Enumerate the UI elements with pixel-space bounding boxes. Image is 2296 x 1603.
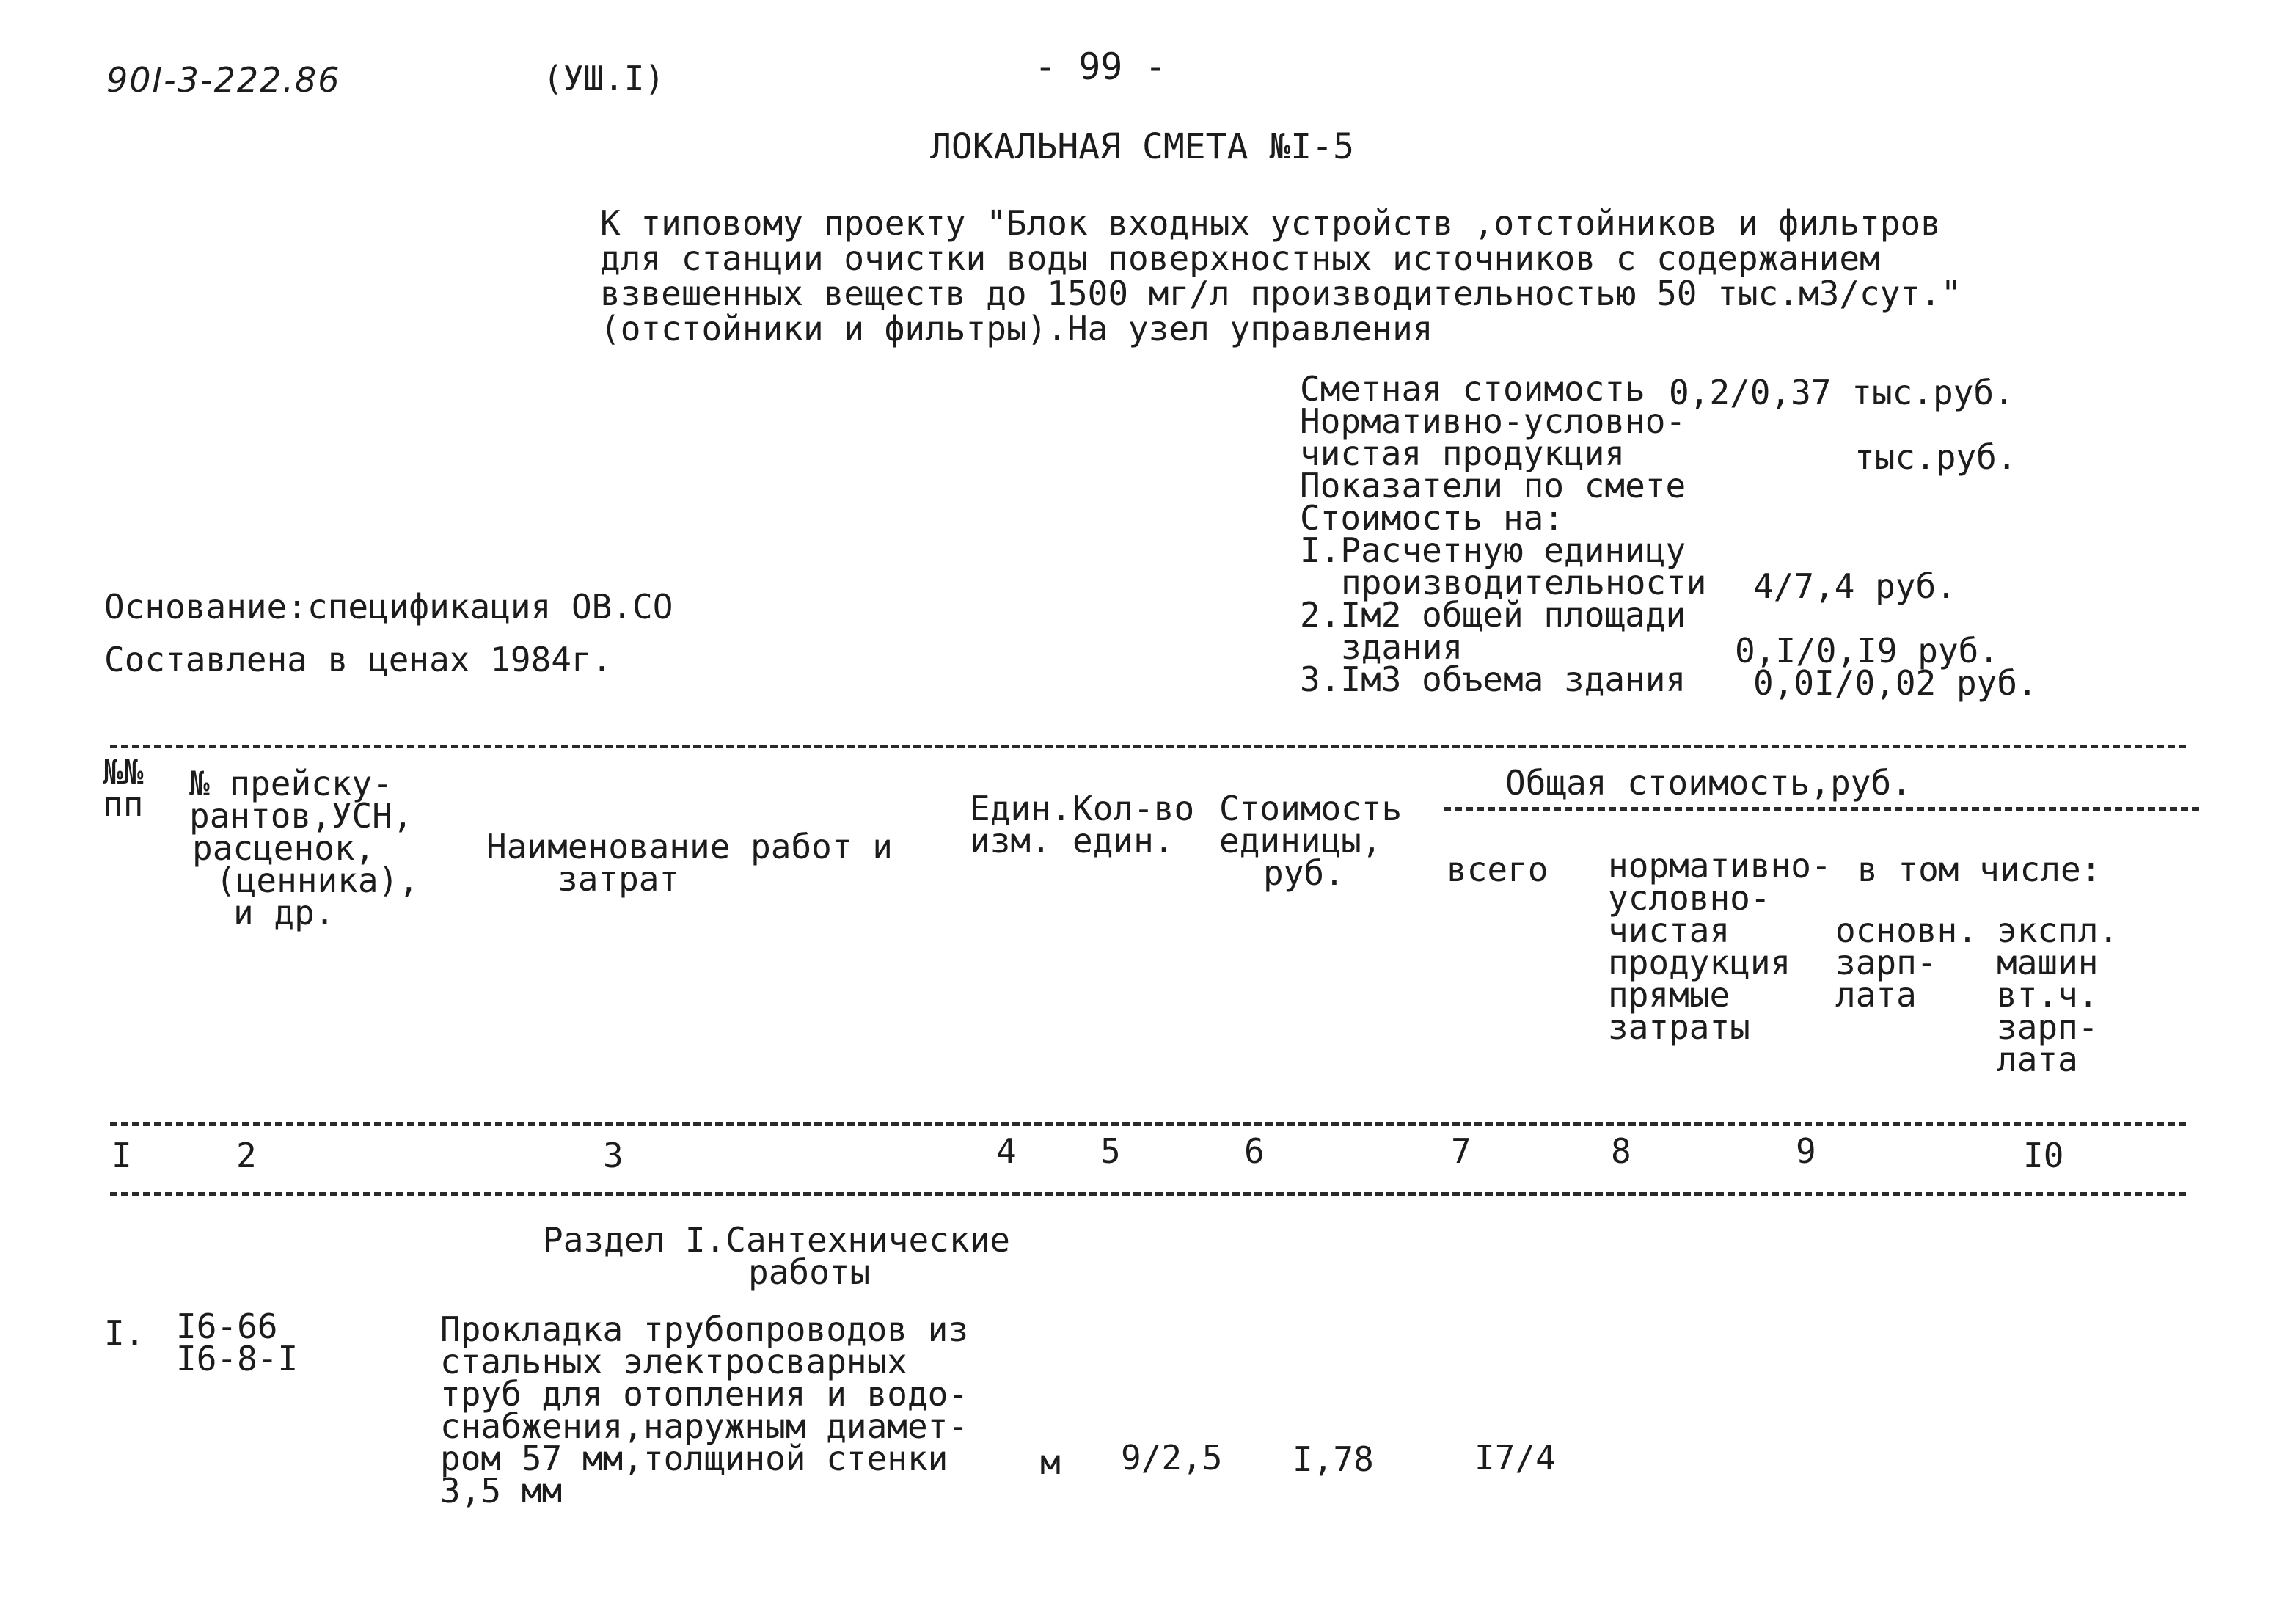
item2-label: 2.Iм2 общей площади xyxy=(1300,595,1686,635)
item3-label: 3.Iм3 объема здания xyxy=(1300,660,1686,699)
header-text: пп xyxy=(103,784,144,824)
header-col-quantity xyxy=(1072,789,1195,861)
header-text: зарп- xyxy=(1835,943,1937,982)
header-text: Наименование работ и xyxy=(486,827,893,866)
basis-line: Основание:спецификация ОВ.СО xyxy=(104,587,673,627)
row-name-line: труб для отопления и водо- xyxy=(440,1374,969,1414)
column-number: I0 xyxy=(2023,1136,2064,1175)
header-bottom-rule xyxy=(110,1122,2186,1126)
header-col-normative xyxy=(1608,846,1832,1047)
section-title-line: работы xyxy=(748,1252,871,1292)
header-col-salary xyxy=(1835,910,1978,1015)
row-name-line: Прокладка трубопроводов из xyxy=(440,1310,969,1349)
row-unit-cost: I,78 xyxy=(1293,1439,1374,1479)
item1-value: 4/7,4 руб. xyxy=(1753,566,1956,606)
project-description-line: взвешенных веществ до 1500 мг/л производительностью 50 тыс.м3/сут." xyxy=(600,274,1962,313)
header-text: (ценника), xyxy=(216,861,419,900)
header-text: руб. xyxy=(1263,853,1345,893)
row-code-line: I6-66 xyxy=(176,1307,278,1346)
item3-value: 0,0I/0,02 руб. xyxy=(1753,663,2038,703)
header-text: лата xyxy=(1835,975,1917,1015)
header-col-total: всего xyxy=(1447,850,1549,889)
header-text: един. xyxy=(1072,821,1174,861)
project-description-line: (отстойники и фильтры).На узел управления xyxy=(600,309,1433,348)
document-code: 90I-3-222.86 xyxy=(106,60,341,100)
column-number: 5 xyxy=(1100,1131,1121,1171)
row-code-line: I6-8-I xyxy=(176,1339,299,1379)
row-name xyxy=(440,1310,969,1511)
header-text: зарп- xyxy=(1997,1007,2099,1047)
header-text: продукция xyxy=(1608,943,1791,982)
prices-line: Составлена в ценах 1984г. xyxy=(104,640,613,679)
header-text: затрат xyxy=(557,859,680,899)
column-number: 2 xyxy=(236,1136,257,1175)
header-col-number xyxy=(103,752,144,824)
header-text: лата xyxy=(1997,1040,2078,1079)
header-col-pricelist xyxy=(189,764,419,932)
normative-label: чистая продукция xyxy=(1300,434,1626,473)
header-text: Стоимость xyxy=(1219,789,1403,828)
item1-label: I.Расчетную единицу xyxy=(1300,530,1686,570)
item1-label: производительности xyxy=(1341,563,1707,602)
header-text: рантов,УСН, xyxy=(189,796,413,836)
header-text: №№ xyxy=(103,752,144,792)
total-group-rule xyxy=(1444,807,2199,811)
header-text: изм. xyxy=(970,821,1051,861)
header-text: вт.ч. xyxy=(1997,975,2099,1015)
project-description-line: для станции очистки воды поверхностных источников с содержанием xyxy=(600,238,1880,278)
header-col-unit xyxy=(970,789,1072,861)
column-numbers-rule xyxy=(110,1192,2186,1196)
header-text: затраты xyxy=(1608,1007,1750,1047)
estimated-cost-label: Сметная стоимость xyxy=(1300,369,1645,409)
header-text: основн. xyxy=(1835,910,1978,950)
row-name-line: 3,5 мм xyxy=(440,1471,563,1511)
normative-unit: тыс.руб. xyxy=(1854,437,2017,477)
project-description xyxy=(600,205,1962,346)
section-title xyxy=(543,1220,1010,1292)
normative-label: Нормативно-условно- xyxy=(1300,401,1686,441)
item2-value: 0,I/0,I9 руб. xyxy=(1735,631,2000,671)
header-col-name xyxy=(469,827,910,899)
header-text: условно- xyxy=(1608,878,1771,918)
table-top-rule xyxy=(110,745,2186,748)
summary-labels xyxy=(1300,369,1707,699)
header-text: машин xyxy=(1997,943,2099,982)
row-name-line: стальных электросварных xyxy=(440,1342,907,1381)
header-text: нормативно- xyxy=(1608,846,1832,886)
page-number: - 99 - xyxy=(1034,45,1167,88)
header-text: расценок, xyxy=(192,828,376,868)
header-text: Кол-во xyxy=(1072,789,1195,828)
row-name-line: снабжения,наружным диамет- xyxy=(440,1406,969,1446)
column-number: 8 xyxy=(1611,1131,1631,1171)
header-text: единицы, xyxy=(1219,821,1382,861)
column-number: 4 xyxy=(996,1131,1017,1171)
column-number: 6 xyxy=(1244,1131,1265,1171)
row-unit: м xyxy=(1040,1442,1061,1482)
page-title: ЛОКАЛЬНАЯ СМЕТА №I-5 xyxy=(930,126,1354,167)
row-number: I. xyxy=(104,1313,145,1353)
estimated-cost-value: 0,2/0,37 тыс.руб. xyxy=(1669,373,2014,412)
header-text: прямые xyxy=(1608,975,1730,1015)
header-col-unit-cost xyxy=(1219,789,1403,893)
header-col-machines xyxy=(1997,910,2119,1079)
header-total-group: Общая стоимость,руб. xyxy=(1505,763,1912,803)
header-including: в том числе: xyxy=(1857,850,2102,889)
column-number: 9 xyxy=(1796,1131,1816,1171)
project-description-line: К типовому проекту "Блок входных устройств ,отстойников и фильтров xyxy=(600,203,1941,243)
header-text: Един. xyxy=(970,789,1072,828)
header-text: чистая xyxy=(1608,910,1730,950)
album-number: (УШ.I) xyxy=(543,59,665,98)
row-name-line: ром 57 мм,толщиной стенки xyxy=(440,1439,948,1478)
row-code xyxy=(176,1307,299,1379)
section-title-line: Раздел I.Сантехнические xyxy=(543,1220,1010,1260)
cost-on-label: Стоимость на: xyxy=(1300,498,1565,538)
row-total: I7/4 xyxy=(1474,1438,1556,1478)
column-number: 7 xyxy=(1451,1131,1471,1171)
header-text: экспл. xyxy=(1997,910,2119,950)
column-number: I xyxy=(111,1136,132,1175)
header-text: и др. xyxy=(233,893,335,932)
row-quantity: 9/2,5 xyxy=(1121,1438,1223,1478)
header-text: № прейску- xyxy=(189,764,392,803)
column-number: 3 xyxy=(603,1136,624,1175)
item2-label: здания xyxy=(1341,627,1463,667)
indicators-label: Показатели по смете xyxy=(1300,466,1686,505)
